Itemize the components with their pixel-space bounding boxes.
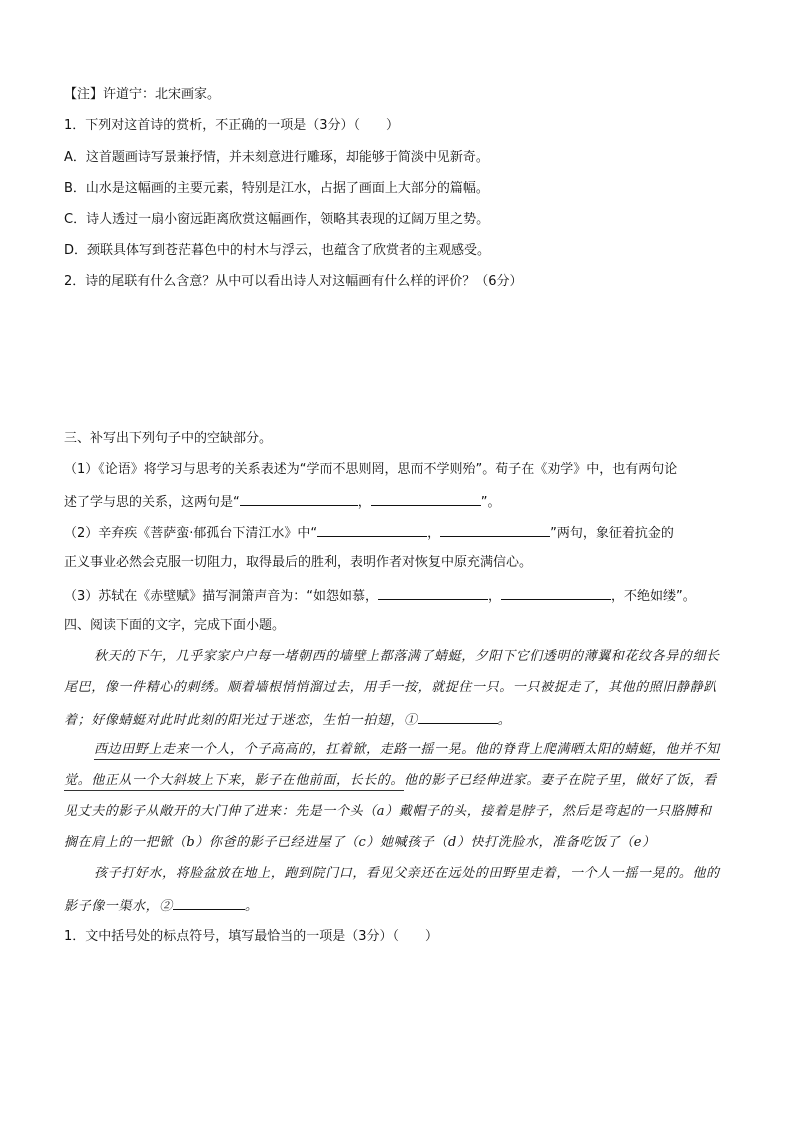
passage-p2-line-1 (94, 742, 720, 758)
passage-p1-line-3 (64, 711, 511, 729)
fill-item-3 (64, 587, 696, 605)
passage-text: 影子像一渠水，② (64, 899, 173, 914)
passage-text: 着；好像蜻蜓对此时此刻的阳光过于迷恋，生怕一拍翅，① (64, 713, 418, 728)
passage-text: 。 (497, 713, 512, 728)
answer-blank[interactable] (501, 587, 611, 600)
fill-text: 述了学与思的关系，这两句是“ (64, 495, 240, 510)
underlined-text: 西边田野上走来一个人，个子高高的，扛着锨，走路一摇一晃。他的脊背上爬满晒太阳的蜻蜓，他并不知 (94, 742, 720, 760)
fill-item-2-line-2: 正义事业必然会克服一切阻力，取得最后的胜利，表明作者对恢复中原充满信心。 (64, 555, 533, 570)
option-c: C．诗人透过一扇小窗远距离欣赏这幅画作，领略其表现的辽阔万里之势。 (64, 212, 490, 227)
passage-p1-line-1: 秋天的下午，几乎家家户户每一堵朝西的墙壁上都落满了蜻蜓，夕阳下它们透明的薄翼和花纹各异的细长 (94, 649, 720, 664)
question-2: 2．诗的尾联有什么含意？从中可以看出诗人对这幅画有什么样的评价？（6分） (64, 274, 523, 289)
fill-item-1-line-1: （1）《论语》将学习与思考的关系表述为“学而不思则罔，思而不学则殆”。荀子在《劝学》中，也有两句论 (64, 462, 678, 477)
fill-item-1-line-2 (64, 493, 501, 511)
fill-text: ，不绝如缕”。 (611, 589, 696, 604)
fill-text: ”两句，象征着抗金的 (550, 526, 674, 541)
question-1: 1．下列对这首诗的赏析，不正确的一项是（3分）（ ） (64, 118, 400, 133)
section-title-4: 四、阅读下面的文字，完成下面小题。 (64, 618, 286, 633)
answer-blank[interactable] (440, 524, 550, 537)
passage-text: 。 (244, 899, 259, 914)
option-b: B．山水是这幅画的主要元素，特别是江水，占据了画面上大部分的篇幅。 (64, 181, 489, 196)
answer-blank[interactable] (378, 587, 488, 600)
passage-p3-line-1: 孩子打好水，将脸盆放在地上，跑到院门口，看见父亲还在远处的田野里走着，一个人一摇一晃的。他的 (94, 866, 720, 881)
passage-p2-line-3: 见丈夫的影子从敞开的大门伸了进来：先是一个头（a）戴帽子的头，接着是脖子，然后是弯起的一只胳膊和 (64, 804, 712, 819)
fill-text: ， (357, 495, 371, 510)
passage-text: 他的影子已经伸进家。妻子在院子里，做好了饭，看 (404, 773, 717, 788)
reading-question-1: 1．文中括号处的标点符号，填写最恰当的一项是（3分）（ ） (64, 929, 439, 944)
passage-p2-line-2 (64, 773, 717, 789)
answer-blank-2[interactable] (173, 897, 245, 910)
fill-text: （3）苏轼在《赤壁赋》描写洞箫声音为：“如怨如慕， (64, 589, 379, 604)
answer-blank[interactable] (240, 493, 358, 506)
underlined-text: 觉。他正从一个大斜坡上下来，影子在他前面，长长的。 (64, 773, 404, 791)
passage-p3-line-2 (64, 897, 258, 915)
poem-note: 【注】许道宁：北宋画家。 (64, 87, 221, 102)
passage-p1-line-2: 尾巴，像一件精心的刺绣。顺着墙根悄悄溜过去，用手一按，就捉住一只。一只被捉走了，其他的照旧静静趴 (64, 680, 717, 695)
option-a: A．这首题画诗写景兼抒情，并未刻意进行雕琢，却能够于简淡中见新奇。 (64, 150, 489, 165)
option-d: D．颈联具体写到苍茫暮色中的村木与浮云，也蕴含了欣赏者的主观感受。 (64, 243, 491, 258)
answer-blank-1[interactable] (418, 711, 498, 724)
fill-text: ”。 (480, 495, 501, 510)
section-title-3: 三、补写出下列句子中的空缺部分。 (64, 431, 273, 446)
fill-item-2-line-1 (64, 524, 674, 542)
passage-p2-line-4: 搁在肩上的一把锨（b）你爸的影子已经进屋了（c）她喊孩子（d）快打洗脸水，准备吃饭了（e） (64, 835, 656, 850)
answer-blank[interactable] (371, 493, 481, 506)
fill-text: ， (488, 589, 502, 604)
fill-text: ， (427, 526, 441, 541)
fill-text: （2）辛弃疾《菩萨蛮·郁孤台下清江水》中“ (64, 526, 318, 541)
answer-blank[interactable] (317, 524, 427, 537)
